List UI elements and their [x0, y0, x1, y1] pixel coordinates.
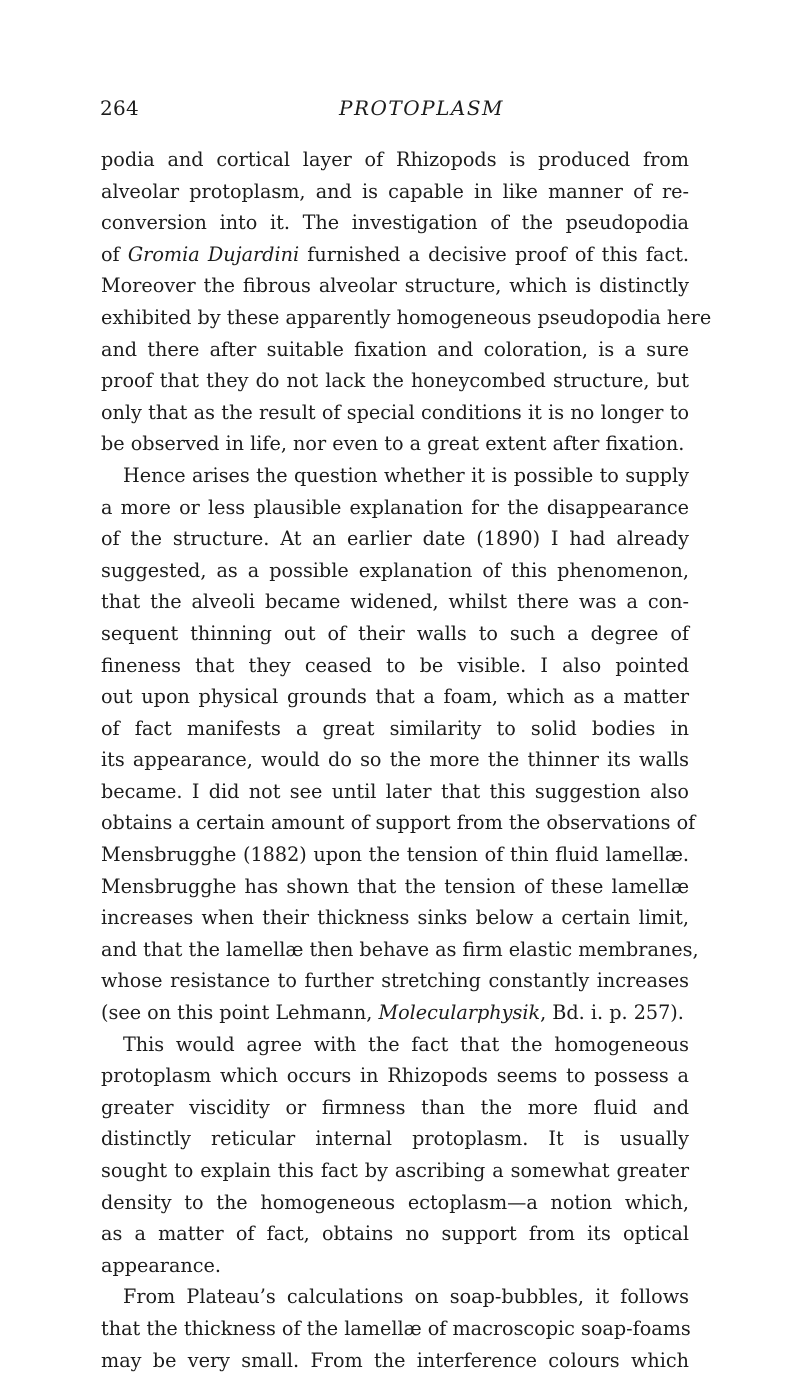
text-line: Mensbrugghe (1882) upon the tension of thin fluid lamellæ.	[101, 843, 689, 867]
text-line: Moreover the fibrous alveolar structure, which is distinctly	[101, 274, 689, 298]
running-title: PROTOPLASM	[339, 96, 505, 120]
text-line: distinctly reticular internal protoplasm. It is usually	[101, 1127, 689, 1151]
text-line: exhibited by these apparently homogeneous pseudopodia here	[101, 305, 712, 329]
text-line: out upon physical grounds that a foam, which as a matter	[101, 685, 689, 709]
text-line: podia and cortical layer of Rhizopods is produced from	[101, 148, 689, 171]
text-line: protoplasm which occurs in Rhizopods seems to possess a	[101, 1064, 689, 1088]
text-line: as a matter of fact, obtains no support from its optical	[101, 1222, 689, 1246]
page-number: 264	[100, 96, 140, 120]
text-line: be observed in life, nor even to a great extent after fixation.	[101, 432, 685, 456]
text-line: suggested, as a possible explanation of this phenomenon,	[101, 558, 689, 582]
text-line: Hence arises the question whether it is possible to supply	[123, 463, 689, 487]
text-line: and that the lamellæ then behave as firm elastic membranes,	[101, 937, 699, 961]
text-line: (see on this point Lehmann, Molecularphysik, Bd. i. p. 257).	[101, 1001, 684, 1025]
text-line: a more or less plausible explanation for the disappearance	[101, 495, 689, 519]
text-line: sought to explain this fact by ascribing a somewhat greater	[101, 1159, 689, 1182]
text-line: greater viscidity or firmness than the more fluid and	[101, 1095, 689, 1119]
text-line: and there after suitable fixation and coloration, is a sure	[101, 337, 689, 361]
text-line: only that as the result of special conditions it is no longer to	[101, 400, 689, 424]
text-line: conversion into it. The investigation of the pseudopodia	[101, 211, 689, 235]
text-line: sequent thinning out of their walls to such a degree of	[101, 621, 689, 645]
text-line: of fact manifests a great similarity to solid bodies in	[101, 716, 689, 740]
text-line: of Gromia Dujardini furnished a decisive proof of this fact.	[101, 242, 689, 266]
text-line: alveolar protoplasm, and is capable in like manner of re-	[101, 179, 689, 203]
text-line: increases when their thickness sinks below a certain limit,	[101, 906, 689, 930]
text-line: appearance.	[101, 1253, 221, 1277]
text-line: density to the homogeneous ectoplasm—a notion which,	[101, 1190, 689, 1214]
body-text	[101, 144, 712, 1376]
text-line: obtains a certain amount of support from the observations of	[101, 811, 696, 835]
text-line: became. I did not see until later that this suggestion also	[101, 779, 689, 803]
text-line: its appearance, would do so the more the thinner its walls	[101, 748, 689, 772]
text-line: that the alveoli became widened, whilst there was a con-	[101, 590, 689, 614]
text-line: From Plateau’s calculations on soap-bubbles, it follows	[123, 1285, 689, 1309]
text-line: that the thickness of the lamellæ of macroscopic soap-foams	[101, 1316, 691, 1340]
text-line: proof that they do not lack the honeycombed structure, but	[101, 369, 689, 393]
text-line: Mensbrugghe has shown that the tension of these lamellæ	[101, 874, 689, 898]
text-line: This would agree with the fact that the homogeneous	[123, 1032, 689, 1056]
text-line: of the structure. At an earlier date (1890) I had already	[101, 527, 689, 551]
text-line: fineness that they ceased to be visible. I also pointed	[101, 653, 689, 677]
page-header	[0, 96, 800, 126]
text-line: whose resistance to further stretching constantly increases	[101, 969, 689, 993]
text-line: may be very small. From the interference colours which	[101, 1348, 689, 1372]
